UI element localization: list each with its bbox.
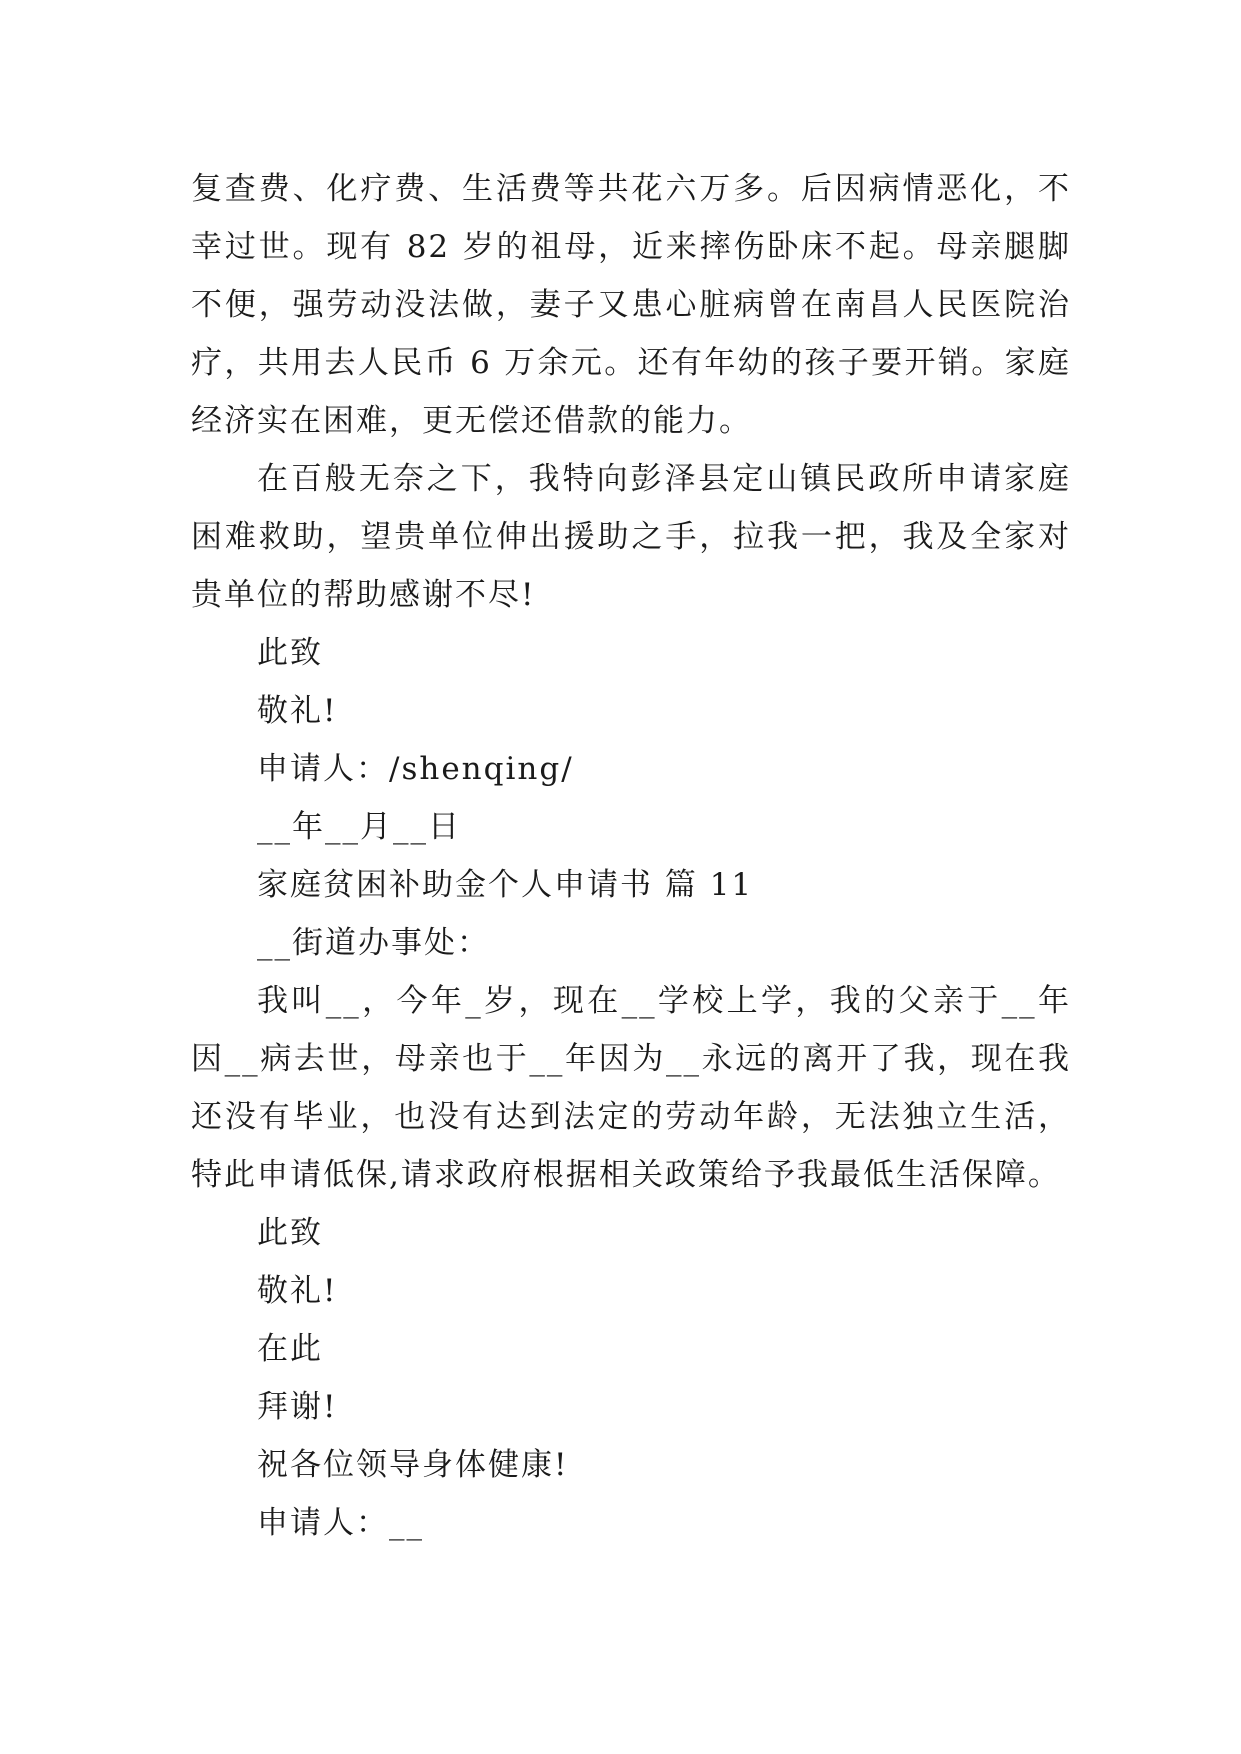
text-line: 疗，共用去人民币 6 万余元。还有年幼的孩子要开销。家庭 — [191, 345, 1071, 381]
text-line: 特此申请低保,请求政府根据相关政策给予我最低生活保障。 — [191, 1157, 1061, 1193]
text-line: 因__病去世，母亲也于__年因为__永远的离开了我，现在我 — [191, 1041, 1071, 1077]
wish-line: 祝各位领导身体健康! — [257, 1447, 569, 1483]
text-line: 幸过世。现有 82 岁的祖母，近来摔伤卧床不起。母亲腿脚 — [191, 229, 1071, 265]
thanks-zaici: 在此 — [257, 1331, 323, 1367]
paragraph-medical-costs — [191, 160, 1071, 450]
text-line: 不便，强劳动没法做，妻子又患心脏病曾在南昌人民医院治 — [191, 287, 1071, 323]
paragraph-request — [191, 450, 1071, 624]
applicant-line: 申请人：__ — [257, 1505, 424, 1541]
text-line: 在百般无奈之下，我特向彭泽县定山镇民政所申请家庭 — [257, 461, 1071, 497]
document-body — [191, 160, 1071, 1552]
text-line: 复查费、化疗费、生活费等共花六万多。后因病情恶化，不 — [191, 171, 1071, 207]
date-line: __年__月__日 — [257, 809, 461, 845]
addressee-line: __街道办事处： — [257, 925, 490, 961]
text-line: 经济实在困难，更无偿还借款的能力。 — [191, 403, 752, 439]
text-line: 困难救助，望贵单位伸出援助之手，拉我一把，我及全家对 — [191, 519, 1071, 555]
thanks-baixie: 拜谢! — [257, 1389, 338, 1425]
paragraph-application — [191, 972, 1071, 1204]
salute-jingli: 敬礼! — [257, 693, 338, 729]
section-title: 家庭贫困补助金个人申请书 篇 11 — [257, 867, 754, 903]
closing-cizhi: 此致 — [257, 1215, 323, 1251]
salute-jingli: 敬礼! — [257, 1273, 338, 1309]
text-line: 贵单位的帮助感谢不尽! — [191, 577, 536, 613]
text-line: 我叫__，今年_岁，现在__学校上学，我的父亲于__年 — [257, 983, 1071, 1019]
applicant-line: 申请人：/shenqing/ — [257, 751, 574, 787]
text-line: 还没有毕业，也没有达到法定的劳动年龄，无法独立生活， — [191, 1099, 1071, 1135]
closing-cizhi: 此致 — [257, 635, 323, 671]
